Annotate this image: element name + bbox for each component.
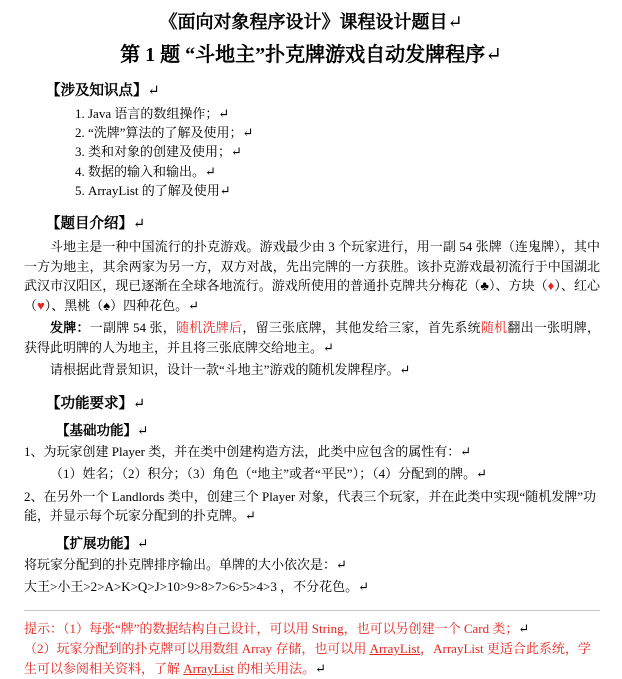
deal-text-c: 翻出一张明牌，获得此明牌的人为地主，并且将三张底牌交给地主。 bbox=[24, 320, 600, 355]
list-item bbox=[88, 162, 600, 181]
pilcrow-i1: ↵ bbox=[188, 297, 200, 313]
knowledge-item-1: Java 语言的数组操作； bbox=[88, 106, 219, 121]
tips-block bbox=[24, 619, 600, 679]
pilcrow-k3: ↵ bbox=[231, 144, 242, 160]
section-heading-knowledge-text: 【涉及知识点】 bbox=[46, 83, 148, 99]
knowledge-item-2: “洗牌”算法的了解及使用； bbox=[88, 125, 243, 141]
spacer bbox=[24, 600, 600, 604]
pilcrow-k5: ↵ bbox=[219, 182, 231, 198]
requirement-1-line-2 bbox=[24, 464, 600, 484]
tip-line-2-a: （2）玩家分配到的扑克牌可以用数组 Array 存储，也可以用 bbox=[24, 640, 370, 656]
tip-line-2-b: ，ArrayList 更适合此系统，学生可以参阅相关资料，了解 bbox=[24, 640, 591, 676]
list-item bbox=[88, 123, 600, 142]
section-heading-requirements-text: 【功能要求】 bbox=[46, 395, 133, 412]
intro-paragraph-1 bbox=[24, 237, 600, 315]
knowledge-item-3: 类和对象的创建及使用； bbox=[88, 144, 232, 160]
pilcrow-k1: ↵ bbox=[218, 106, 230, 121]
title-line-1-text: 《面向对象程序设计》课程设计题目 bbox=[159, 12, 448, 32]
tip-line-2-c: 的相关用法。 bbox=[233, 660, 316, 676]
knowledge-list bbox=[24, 104, 600, 200]
tip-line-1-text: 提示：（1）每张“牌”的数据结构自己设计，可以用 String，也可以另创建一个 Card 类； bbox=[24, 620, 519, 636]
tip-arraylist-underline-2: ArrayList bbox=[183, 660, 234, 676]
intro-paragraph-1-text: 斗地主是一种中国流行的扑克游戏。游戏最少由 3 个玩家进行，用一副 54 张牌（连鬼牌），其中一方为地主，其余两家为另一方，双方对战，先出完牌的一方获胜。该扑克游戏最初流行于中国湖北武汉市汉阳区，现已逐渐在全球各地流行。游戏所使用的普通扑克牌共分梅花（♣）、方块（♦）、红心（♥）、黑桃（♠）四种花色。 bbox=[24, 239, 600, 313]
pilcrow-e1: ↵ bbox=[336, 556, 347, 572]
document-page bbox=[0, 8, 622, 676]
pilcrow-t2: ↵ bbox=[315, 660, 326, 676]
tip-line-2 bbox=[24, 639, 600, 679]
section-heading-intro bbox=[24, 212, 600, 233]
intro-paragraph-2 bbox=[24, 318, 600, 357]
divider bbox=[24, 610, 600, 611]
deal-highlight-random: 随机 bbox=[480, 320, 508, 336]
pilcrow-b1b: ↵ bbox=[476, 466, 487, 482]
subheading-basic-features bbox=[24, 419, 600, 439]
pilcrow-i2: ↵ bbox=[323, 339, 334, 355]
pilcrow-k4: ↵ bbox=[205, 163, 216, 179]
requirement-2-text: 2、在另外一个 Landlords 类中，创建三个 Player 对象，代表三个玩家，并在此类中实现“随机发牌”功能，并显示每个玩家分配到的扑克牌。 bbox=[24, 488, 596, 524]
document-body bbox=[0, 79, 622, 679]
pilcrow-r: ↵ bbox=[133, 395, 146, 412]
extended-requirement-1-text: 将玩家分配到的扑克牌排序输出。单牌的大小依次是： bbox=[24, 556, 337, 572]
pilcrow-b: ↵ bbox=[137, 422, 149, 438]
pilcrow-i: ↵ bbox=[133, 216, 146, 233]
deal-text-b: ，留三张底牌，其他发给三家，首先系统 bbox=[242, 320, 481, 336]
pilcrow-k: ↵ bbox=[147, 83, 160, 99]
requirement-1-line-1 bbox=[24, 442, 600, 462]
pilcrow-e: ↵ bbox=[137, 535, 149, 551]
pilcrow-mark: ↵ bbox=[447, 12, 463, 32]
requirement-1-attrs: （1）姓名；（2）积分；（3）角色（“地主”或者“平民”）；（4）分配到的牌。 bbox=[50, 466, 477, 482]
subheading-basic-features-text: 【基础功能】 bbox=[56, 422, 137, 438]
intro-paragraph-3 bbox=[24, 360, 600, 380]
extended-requirement-1 bbox=[24, 555, 600, 575]
list-item bbox=[88, 142, 600, 161]
pilcrow-b1: ↵ bbox=[460, 443, 472, 459]
deal-label: 发牌： bbox=[50, 320, 90, 336]
pilcrow-t1: ↵ bbox=[518, 620, 530, 636]
subheading-extended-features bbox=[24, 532, 600, 552]
document-title-line-1 bbox=[0, 8, 622, 34]
tip-arraylist-underline-1: ArrayList bbox=[369, 640, 421, 656]
list-item bbox=[88, 104, 600, 123]
knowledge-item-4: 数据的输入和输出。 bbox=[88, 163, 206, 179]
document-title-line-2 bbox=[0, 38, 622, 67]
requirement-2 bbox=[24, 487, 600, 526]
pilcrow-b2: ↵ bbox=[245, 508, 256, 524]
pilcrow-e2: ↵ bbox=[358, 579, 370, 595]
deal-text-a: 一副牌 54 张， bbox=[89, 320, 177, 336]
section-heading-knowledge bbox=[24, 79, 600, 100]
section-heading-intro-text: 【题目介绍】 bbox=[46, 216, 133, 233]
knowledge-item-5: ArrayList 的了解及使用 bbox=[88, 182, 220, 198]
pilcrow-i3: ↵ bbox=[399, 362, 411, 378]
pilcrow-mark-2: ↵ bbox=[485, 44, 502, 66]
card-order-text: 大王>小王>2>A>K>Q>J>10>9>8>7>6>5>4>3 ，不分花色。 bbox=[24, 579, 359, 595]
requirement-1-text: 1、为玩家创建 Player 类，并在类中创建构造方法，此类中应包含的属性有： bbox=[24, 443, 461, 459]
deal-highlight-shuffle: 随机洗牌后 bbox=[176, 320, 243, 336]
tip-line-1 bbox=[24, 619, 600, 639]
card-order-line bbox=[24, 577, 600, 597]
intro-paragraph-3-text: 请根据此背景知识，设计一款“斗地主”游戏的随机发牌程序。 bbox=[50, 362, 400, 378]
section-heading-requirements bbox=[24, 392, 600, 413]
pilcrow-k2: ↵ bbox=[242, 125, 254, 141]
title-line-2-text: 第 1 题 “斗地主”扑克牌游戏自动发牌程序 bbox=[120, 44, 486, 66]
list-item bbox=[88, 181, 600, 200]
subheading-extended-features-text: 【扩展功能】 bbox=[56, 535, 137, 551]
